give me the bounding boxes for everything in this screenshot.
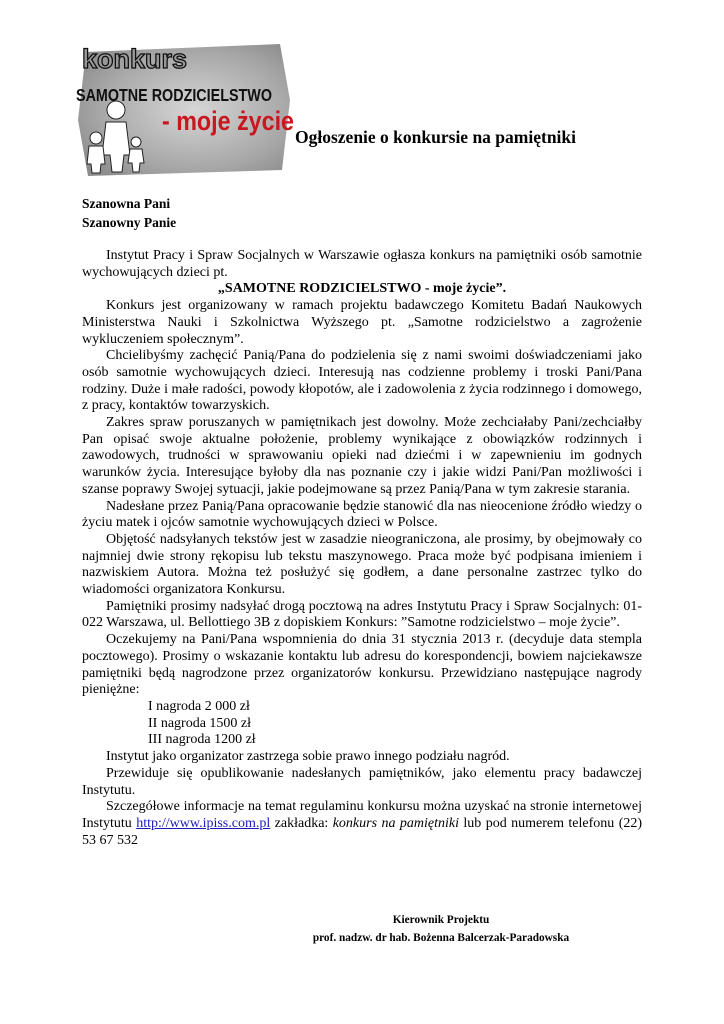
prize-second: II nagroda 1500 zł bbox=[148, 715, 252, 731]
contact-tab-name: konkurs na pamiętniki bbox=[332, 815, 459, 831]
contact-text-a: Szczegółowe informacje na temat regulaminu konkursu można uzyskać na stronie internetowej Instytutu bbox=[82, 799, 642, 831]
paragraph-publication: Przewiduje się opublikowanie nadesłanych pamiętników, jako elementu pracy badawczej Instytutu. bbox=[82, 765, 642, 798]
contact-text-c: lub pod numerem telefonu (22) 53 67 532 bbox=[82, 815, 643, 848]
logo-word-moje-zycie: - moje życie bbox=[162, 106, 294, 136]
paragraph-scope: Zakres spraw poruszanych w pamiętnikach jest dowolny. Może zechciałaby Pani/zechciałby Pan opisać swoje aktualne położenie, problemy wynikające z obowiązków rodzinnych i zawodowych, trudności w sprawowaniu opieki nad dziećmi i w zapewnieniu im godnych warunków życia. Interesujące byłoby dla nas poznanie czy i jakie widzi Pani/Pan możliwości i szanse poprawy Swojej sytuacji, jakie podejmowane są przez Panią/Pana w tym zakresie starania. bbox=[82, 415, 642, 497]
paragraph-intro: Instytut Pracy i Spraw Socjalnych w Warszawie ogłasza konkurs na pamiętniki osób samotnie wychowujących dzieci pt. bbox=[82, 248, 642, 280]
greeting bbox=[82, 194, 176, 232]
paragraph-contact bbox=[82, 799, 642, 849]
signature-role: Kierownik Projektu bbox=[392, 914, 490, 926]
announcement-body bbox=[82, 248, 642, 849]
paragraph-prize-reserve: Instytut jako organizator zastrzega sobie prawo innego podziału nagród. bbox=[106, 749, 510, 765]
paragraph-address: Pamiętniki prosimy nadsyłać drogą pocztową na adres Instytutu Pracy i Spraw Socjalnych: 01-022 Warszawa, ul. Bellottiego 3B z dopiskiem Konkurs: ”Samotne rodzicielstwo – moje życie”. bbox=[82, 598, 642, 631]
paragraph-project: Konkurs jest organizowany w ramach projektu badawczego Komitetu Badań Naukowych Ministerstwa Nauki i Szkolnictwa Wyższego pt. „Samotne rodzicielstwo a zagrożenie wykluczeniem społecznym”. bbox=[82, 298, 642, 347]
institute-website-link[interactable]: http://www.ipiss.com.pl bbox=[136, 815, 271, 831]
logo-graphic bbox=[68, 30, 300, 180]
logo-word-samotne-rodzicielstwo: SAMOTNE RODZICIELSTWO bbox=[76, 85, 272, 105]
greeting-line-panie: Szanowny Panie bbox=[82, 215, 177, 230]
paragraph-deadline: Oczekujemy na Pani/Pana wspomnienia do dnia 31 stycznia 2013 r. (decyduje data stempla pocztowego). Prosimy o wskazanie kontaktu lub adresu do korespondencji, bowiem najciekawsze pamiętniki będą nagrodzone przez organizatorów konkursu. Przewidziano następujące nagrody pieniężne: bbox=[82, 632, 642, 698]
greeting-line-pani: Szanowna Pani bbox=[82, 196, 171, 211]
prize-first: I nagroda 2 000 zł bbox=[148, 698, 250, 714]
prize-third: III nagroda 1200 zł bbox=[148, 732, 256, 748]
page-title: Ogłoszenie o konkursie na pamiętniki bbox=[295, 127, 577, 147]
signature-name: prof. nadzw. dr hab. Bożenna Balcerzak-Paradowska bbox=[312, 932, 570, 944]
logo-word-konkurs: konkurs bbox=[82, 44, 188, 74]
paragraph-value: Nadesłane przez Panią/Pana opracowanie będzie stanowić dla nas nieocenione źródło wiedzy o życiu matek i ojców samotnie wychowujących dzieci w Polsce. bbox=[82, 498, 642, 531]
contest-name: „SAMOTNE RODZICIELSTWO - moje życie”. bbox=[217, 281, 507, 297]
paragraph-invitation: Chcielibyśmy zachęcić Panią/Pana do podzielenia się z nami swoimi doświadczeniami jako osób samotnie wychowujących dzieci. Interesują nas codzienne problemy i troski Pani/Pana rodziny. Duże i małe radości, powody kłopotów, ale i zadowolenia z życia rodzinnego i domowego, z pracy, kontaktów towarzyskich. bbox=[82, 348, 642, 414]
contest-logo bbox=[68, 30, 300, 180]
signature-block bbox=[300, 911, 582, 947]
paragraph-length: Objętość nadsyłanych tekstów jest w zasadzie nieograniczona, ale prosimy, by obejmowały co najmniej dwie strony rękopisu lub tekstu maszynowego. Praca może być podpisana imieniem i nazwiskiem Autora. Można też posłużyć się godłem, a dane personalne zastrzec tylko do wiadomości organizatora Konkursu. bbox=[82, 531, 642, 598]
contact-text-b: zakładka: bbox=[270, 815, 333, 831]
